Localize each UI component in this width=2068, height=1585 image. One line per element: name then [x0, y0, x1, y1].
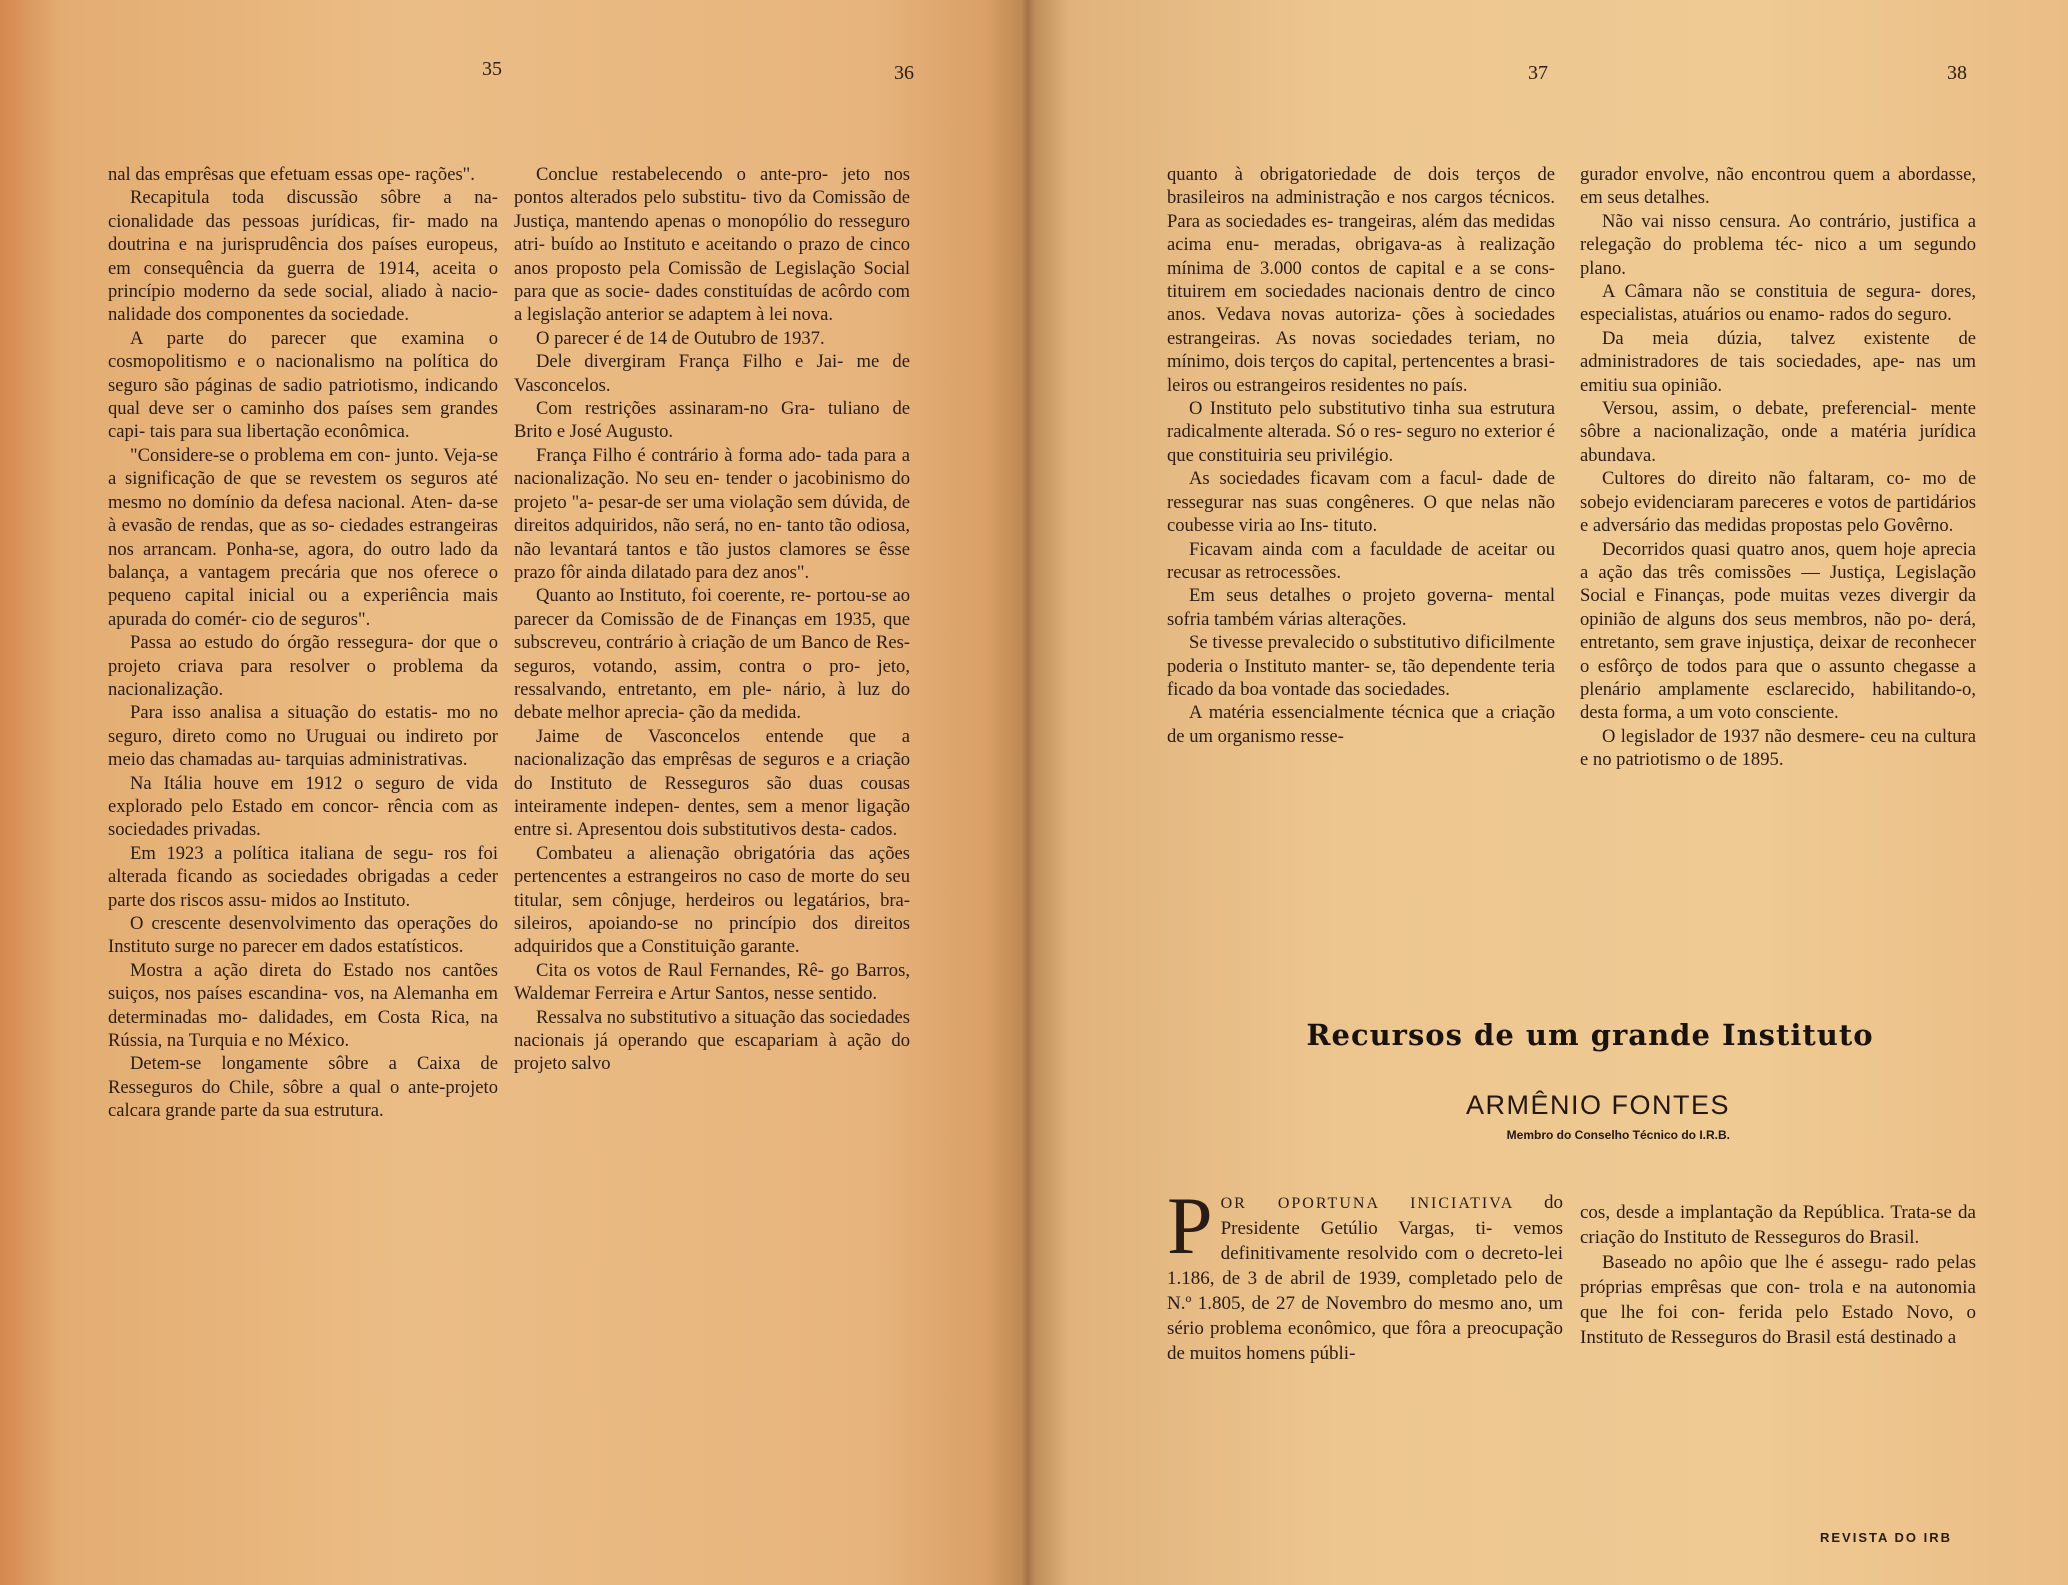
page-37-column: [1167, 163, 1555, 748]
article-column-left: [1167, 1180, 1563, 1366]
page-38-column: [1580, 163, 1976, 772]
paragraph: Dele divergiram França Filho e Jai- me de Vasconcelos.: [514, 351, 910, 396]
paragraph: Ficavam ainda com a faculdade de aceitar ou recusar as retrocessões.: [1167, 538, 1555, 583]
paragraph: Versou, assim, o debate, preferencial- mente sôbre a nacionalização, onde a matéria jurídica abundava.: [1580, 398, 1976, 466]
paragraph: O parecer é de 14 de Outubro de 1937.: [536, 327, 825, 349]
paragraph: A Câmara não se constituia de segura- dores, especialistas, atuários ou enamo- rados do seguro.: [1580, 281, 1976, 326]
book-gutter: [1020, 0, 1036, 1585]
paragraph: Cita os votos de Raul Fernandes, Rê- go Barros, Waldemar Ferreira e Artur Santos, nesse sentido.: [514, 959, 910, 1005]
paragraph: Decorridos quasi quatro anos, quem hoje aprecia a ação das três comissões — Justiça, Legislação Social e Finanças, pode muitas vezes divergir da opinião de alguns dos seus membros, não po- derá, entretanto, sem grave injustiça, deixar de reconhecer o esfôrço de todos para que o assunto chegasse a plenário amplamente esclarecido, habilitando-o, desta forma, a um voto consciente.: [1580, 538, 1976, 724]
paragraph: Para isso analisa a situação do estatis- mo no seguro, direto como no Uruguai ou indireto por meio das chamadas au- tarquias administrativas.: [108, 702, 498, 771]
paragraph: A matéria essencialmente técnica que a criação de um organismo resse-: [1167, 702, 1555, 747]
paragraph: Ressalva no substitutivo a situação das sociedades nacionais já operando que escapariam à ação do projeto salvo: [514, 1006, 910, 1075]
paragraph: Da meia dúzia, talvez existente de administradores de tais sociedades, ape- nas um emitiu sua opinião.: [1580, 327, 1976, 396]
paragraph: Conclue restabelecendo o ante-pro- jeto nos pontos alterados pelo substitu- tivo da Comissão de Justiça, mantendo apenas o monopólio do resseguro atri- buído ao Instituto e aceitando o prazo de cinco anos proposto pela Comissão de Legislação Social para que as socie- dades constituídas de acôrdo com a legislação anterior se adaptem à lei nova.: [514, 164, 910, 326]
page-35-column: [108, 163, 498, 1123]
footer-publication-name: REVISTA DO IRB: [1820, 1530, 1953, 1545]
paragraph: Em seus detalhes o projeto governa- mental sofria também várias alterações.: [1167, 585, 1555, 630]
paragraph: Passa ao estudo do órgão ressegura- dor que o projeto criava para resolver o problema da nacionalização.: [108, 632, 498, 700]
lead-smallcaps: OR OPORTUNA INICIATIVA: [1220, 1195, 1515, 1212]
page-number-37: 37: [1528, 62, 1548, 84]
paragraph: Cultores do direito não faltaram, co- mo de sobejo evidenciaram pareceres e votos de partidários e adversário das medidas propostas pelo Govêrno.: [1580, 468, 1976, 537]
paragraph: Em 1923 a política italiana de segu- ros foi alterada ficando as sociedades obrigadas a ceder parte dos riscos assu- midos ao Instituto.: [108, 842, 498, 911]
paragraph: Quanto ao Instituto, foi coerente, re- portou-se ao parecer da Comissão de de Finanças em 1935, que subscreveu, contrário à criação de um Banco de Res- seguros, votando, assim, contra o pro- jeto, ressalvando, entretanto, em ple- nário, à luz do debate melhor aprecia- ção da medida.: [514, 585, 910, 724]
paragraph: França Filho é contrário à forma ado- tada para a nacionalização. No seu en- tender o jacobinismo do projeto "a- pesar-de ser uma violação sem dúvida, de direitos adquiridos, não será, no en- tanto tão odiosa, não levantará tantos e tão justos clamores se êsse prazo fôr ainda dilatado para dez anos".: [514, 444, 910, 583]
article-title: Recursos de um grande Instituto: [1306, 1018, 1874, 1052]
paragraph: Se tivesse prevalecido o substitutivo dificilmente poderia o Instituto manter- se, tão dependente teria ficado da boa vontade das sociedades.: [1167, 632, 1555, 700]
paragraph: O legislador de 1937 não desmere- ceu na cultura e no patriotismo o de 1895.: [1580, 725, 1976, 771]
paragraph: O Instituto pelo substitutivo tinha sua estrutura radicalmente alterada. Só o res- seguro no exterior é que constituiria seu privilégio.: [1167, 398, 1555, 466]
left-page: [0, 0, 1028, 1585]
paragraph: Na Itália houve em 1912 o seguro de vida explorado pelo Estado em concor- rência com as sociedades privadas.: [108, 772, 498, 841]
page-36-column: [514, 163, 910, 1076]
paragraph: quanto à obrigatoriedade de dois terços de brasileiros na administração e nos cargos técnicos. Para as sociedades es- trangeiras, além das medidas acima enu- meradas, obrigava-as à realização mínima de 3.000 contos de capital e a se cons- tituirem em sociedades nacionais dentro de cinco anos. Vedava novas autoriza- ções à sociedades estrangeiras. As novas sociedades teriam, no mínimo, dois terços do capital, pertencentes a brasi- leiros ou estrangeiros residentes no país.: [1167, 164, 1555, 396]
paragraph: "Considere-se o problema em con- junto. Veja-se a significação de que se revestem os seguros até mesmo no domínio da defesa nacional. Aten- da-se à evasão de rendas, que as so- ciedades estrangeiras nos arrancam. Ponha-se, agora, do outro lado da balança, a vantagem precária que nos oferece o pequeno capital inicial ou a experiência mais apurada do comér- cio de seguros".: [108, 444, 498, 630]
paragraph: Recapitula toda discussão sôbre a na- cionalidade das pessoas jurídicas, fir- mado na doutrina e na jurisprudência dos países europeus, em consequência da guerra de 1914, aceita o princípio moderno da sede social, aliado à nacio- nalidade dos componentes da sociedade.: [108, 187, 498, 326]
paragraph: O crescente desenvolvimento das operações do Instituto surge no parecer em dados estatísticos.: [108, 913, 498, 958]
paragraph: nal das emprêsas que efetuam essas ope- rações".: [108, 164, 475, 185]
paragraph: Baseado no apôio que lhe é assegu- rado pelas próprias emprêsas que con- trola e na autonomia que lhe foi con- ferida pelo Estado Novo, o Instituto de Resseguros do Brasil está destinado a: [1580, 1252, 1976, 1348]
paragraph: Com restrições assinaram-no Gra- tuliano de Brito e José Augusto.: [514, 398, 910, 443]
author-role: Membro do Conselho Técnico do I.R.B.: [1506, 1128, 1730, 1142]
paragraph: Não vai nisso censura. Ao contrário, justifica a relegação do problema téc- nico a um segundo plano.: [1580, 210, 1976, 279]
page-number-36: 36: [894, 62, 914, 84]
paragraph: Detem-se longamente sôbre a Caixa de Resseguros do Chile, sôbre a qual o ante-projeto calcara grande parte da sua estrutura.: [108, 1053, 498, 1122]
paragraph: Mostra a ação direta do Estado nos cantões suiços, nos países escandina- vos, na Alemanha em determinadas mo- dalidades, em Costa Rica, na Rússia, na Turquia e no México.: [108, 959, 498, 1052]
paragraph: A parte do parecer que examina o cosmopolitismo e o nacionalismo na política do seguro são páginas de sadio patriotismo, indicando qual deve ser o caminho dos países sem grandes capi- tais para sua libertação econômica.: [108, 327, 498, 443]
paragraph: cos, desde a implantação da República. Trata-se da criação do Instituto de Resseguros do Brasil.: [1580, 1202, 1976, 1248]
paragraph: Jaime de Vasconcelos entende que a nacionalização das emprêsas de seguros e a criação do Instituto de Resseguros são duas cousas inteiramente indepen- dentes, sem a menor ligação entre si. Apresentou dois substitutivos desta- cados.: [514, 725, 910, 841]
page-number-35: 35: [482, 58, 502, 80]
lead-text: do Presidente Getúlio Vargas, ti- vemos definitivamente resolvido com o decreto-lei 1.186, de 3 de abril de 1939, completado pelo de N.º 1.805, de 27 de Novembro do mesmo ano, um sério problema econômico, que fôra a preocupação de muitos homens públi-: [1167, 1192, 1563, 1364]
lead-paragraph: [1167, 1180, 1563, 1366]
article-column-right: [1580, 1200, 1976, 1350]
paragraph: gurador envolve, não encontrou quem a abordasse, em seus detalhes.: [1580, 164, 1976, 209]
paragraph: Combateu a alienação obrigatória das ações pertencentes a estrangeiros no caso de morte do seu titular, sem cônjuge, herdeiros ou legatários, bra- sileiros, apoiando-se no princípio dos direitos adquiridos que a Constituição garante.: [514, 842, 910, 958]
page-number-38: 38: [1947, 62, 1967, 84]
paragraph: As sociedades ficavam com a facul- dade de ressegurar nas suas congêneres. O que nelas não coubesse viria ao Ins- tituto.: [1167, 468, 1555, 537]
drop-cap: P: [1167, 1180, 1213, 1271]
article-author: ARMÊNIO FONTES: [1465, 1090, 1730, 1120]
